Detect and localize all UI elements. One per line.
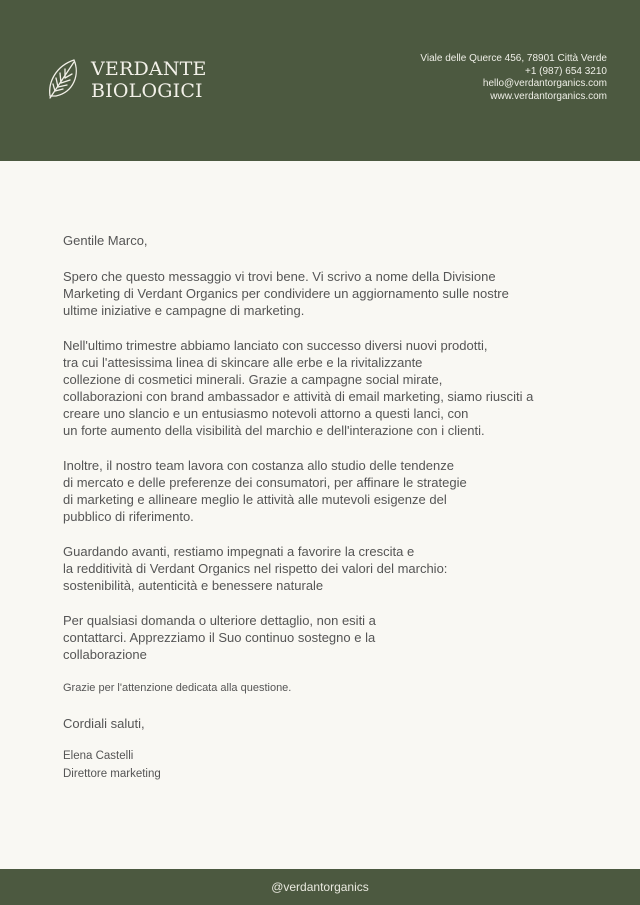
- letterhead-footer: [0, 869, 640, 905]
- signer-name: Elena Castelli: [63, 750, 134, 762]
- brand-line-2: BIOLOGICI: [91, 80, 203, 102]
- contact-address: Viale delle Querce 456, 78901 Città Verde: [420, 53, 607, 64]
- signer-title: Direttore marketing: [63, 768, 161, 780]
- paragraph-intro: Spero che questo messaggio vi trovi bene. Vi scrivo a nome della Divisione Marketing di Verdant Organics per condividere un aggiornamento sulle nostre ultime iniziative e campagne di marketing.: [63, 269, 509, 318]
- paragraph-results: Nell'ultimo trimestre abbiamo lanciato con successo diversi nuovi prodotti, tra cui l'attesissima linea di skincare alle erbe e la rivitalizzante collezione di cosmetici minerali. Grazie a campagne social mirate, collaborazioni con brand ambassador e attività di email marketing, siamo riusciti a creare uno slancio e un entusiasmo notevoli attorno a questi lanci, con un forte aumento della visibilità del marchio e dell'interazione con i clienti.: [63, 338, 534, 438]
- paragraph-outlook: Guardando avanti, restiamo impegnati a favorire la crescita e la redditività di Verdant Organics nel rispetto dei valori del marchio: sostenibilità, autenticità e benessere naturale: [63, 544, 448, 593]
- salutation: Gentile Marco,: [63, 233, 148, 248]
- letter-body: [63, 232, 583, 783]
- social-handle: @verdantorganics: [271, 880, 369, 894]
- brand-line-1: VERDANTE: [91, 58, 207, 80]
- contact-block: [420, 53, 607, 103]
- paragraph-contact: Per qualsiasi domanda o ulteriore dettaglio, non esiti a contattarci. Apprezziamo il Suo continuo sostegno e la collaborazione: [63, 613, 376, 662]
- contact-email: hello@verdantorganics.com: [482, 78, 607, 90]
- paragraph-research: Inoltre, il nostro team lavora con costanza allo studio delle tendenze di mercato e delle preferenze dei consumatori, per affinare le strategie di marketing e allineare meglio le attività alle mutevoli esigenze del pubblico di riferimento.: [63, 458, 467, 524]
- signature-block: [63, 747, 583, 783]
- leaf-icon: [44, 58, 82, 102]
- thanks-line: Grazie per l'attenzione dedicata alla questione.: [63, 682, 292, 694]
- brand-name: [91, 58, 207, 102]
- brand-logo: [44, 58, 207, 102]
- contact-website: www.verdantorganics.com: [490, 90, 607, 102]
- letterhead-header: [0, 0, 640, 161]
- contact-phone: +1 (987) 654 3210: [524, 65, 607, 77]
- closing: Cordiali saluti,: [63, 716, 145, 731]
